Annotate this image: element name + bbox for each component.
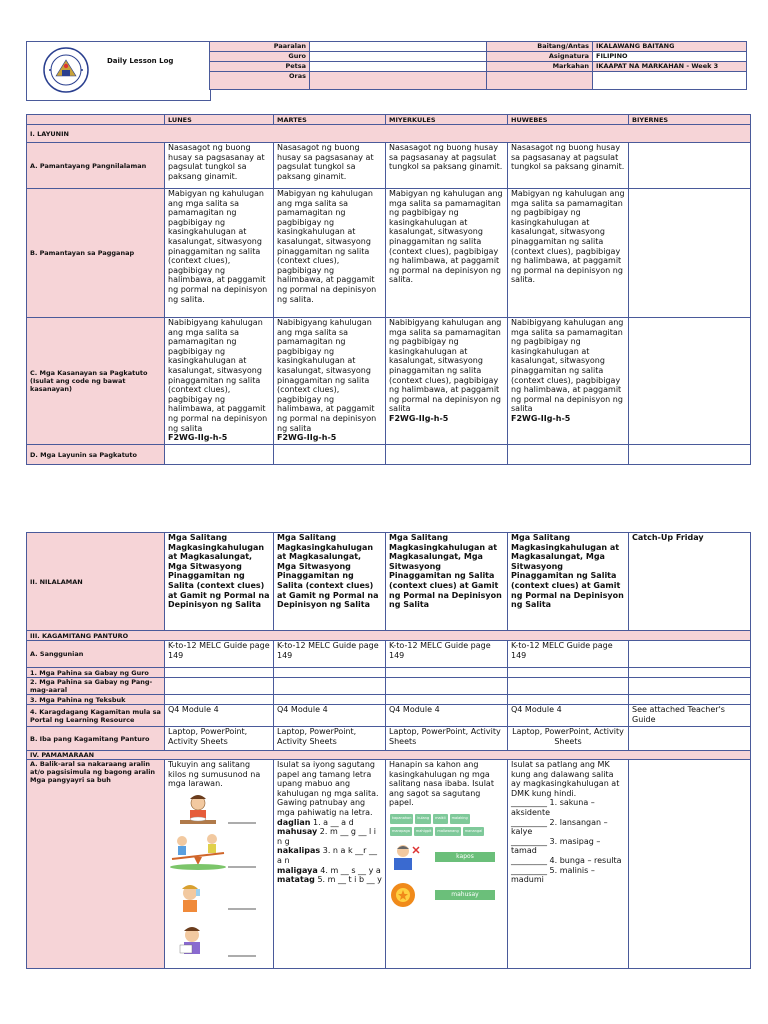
day-header-lunes: LUNES bbox=[165, 115, 274, 125]
word-box bbox=[389, 812, 504, 837]
document-title: Daily Lesson Log bbox=[107, 57, 174, 65]
cell-b-huwebes: Mabigyan ng kahulugan ang mga salita sa pamamagitan ng pagbibigay ng kasingkahulugan at kasalungat, sitwasyong pinaggamitan ng salita (context clues), pagbibigay ng halimbawa, at paggamit ng pormal na depinisyon ng salita. bbox=[508, 189, 629, 318]
lr-lunes: Q4 Module 4 bbox=[165, 705, 274, 727]
row-label-layunin-pagkatuto: D. Mga Layunin sa Pagkatuto bbox=[27, 445, 165, 465]
balik-martes-intro: Isulat sa iyong sagutang papel ang tamang letra upang mabuo ang kahulugan ng mga salita. Gawing patnubay ang mga pahiwatig na letra. bbox=[277, 760, 379, 817]
day-header-huwebes: HUWEBES bbox=[508, 115, 629, 125]
empty-cell bbox=[274, 695, 386, 705]
row-label-sanggunian: A. Sanggunian bbox=[27, 641, 165, 668]
competency-code: F2WG-IIg-h-5 bbox=[168, 433, 228, 443]
field-label-oras: Oras bbox=[210, 72, 310, 90]
field-value-paaralan[interactable] bbox=[310, 42, 487, 52]
field-value-oras[interactable] bbox=[310, 72, 487, 90]
sanggunian-miyerkules: K-to-12 MELC Guide page 149 bbox=[386, 641, 508, 668]
cell-c-text: Nabibigyang kahulugan ang mga salita sa pamamagitan ng pagbibigay ng kasingkahulugan at kasalungat, sitwasyong pinaggamitan ng salita (context clues), pagbibigay ng halimbawa, at paggamit ng pormal na depinisyon ng salita bbox=[277, 318, 377, 433]
empty-cell bbox=[165, 668, 274, 678]
iba-huwebes: Laptop, PowerPoint, Activity Sheets bbox=[508, 727, 629, 751]
row-label-iba-pang-kagamitan: B. Iba pang Kagamitang Panturo bbox=[27, 727, 165, 751]
field-label-asignatura: Asignatura bbox=[487, 52, 593, 62]
school-header-box bbox=[26, 41, 211, 101]
field-value-petsa[interactable] bbox=[310, 62, 487, 72]
empty-cell bbox=[386, 678, 508, 695]
iba-lunes: Laptop, PowerPoint, Activity Sheets bbox=[165, 727, 274, 751]
word-tag: mahigpit bbox=[414, 827, 434, 837]
empty-cell bbox=[386, 695, 508, 705]
nilalaman-huwebes: Mga Salitang Magkasingkahulugan at Magkasalungat, Mga Sitwasyong Pinaggamitan ng Salita (context clues) at Gamit ng Pormal na Depinisyon ng Salita bbox=[508, 533, 629, 631]
field-label-guro: Guro bbox=[210, 52, 310, 62]
cell-a-miyerkules: Nasasagot ng buong husay sa pagsasanay at pagsulat tungkol sa paksang ginamit. bbox=[386, 143, 508, 189]
nilalaman-lunes: Mga Salitang Magkasingkahulugan at Magkasalungat, Mga Sitwasyong Pinaggamitan ng Salita (context clues) at Gamit ng Pormal na Depinisyon ng Salita bbox=[165, 533, 274, 631]
word-tag: manangal bbox=[463, 827, 484, 837]
cell-c-text: Nabibigyang kahulugan ang mga salita sa pamamagitan ng pagbibigay ng kasingkahulugan at kasalungat, sitwasyong pinaggamitan ng salita (context clues), pagbibigay ng halimbawa, at paggamit ng pormal na depinisyon ng salita bbox=[389, 318, 502, 414]
cell-b-martes: Mabigyan ng kahulugan ang mga salita sa pamamagitan ng pagbibigay ng kasingkahulugan at kasalungat, sitwasyong pinaggamitan ng salita (context clues), pagbibigay ng halimbawa, at paggamit ng pormal na depinisyon ng salita. bbox=[274, 189, 386, 318]
sanggunian-lunes: K-to-12 MELC Guide page 149 bbox=[165, 641, 274, 668]
field-label-paaralan: Paaralan bbox=[210, 42, 310, 52]
empty-cell bbox=[629, 668, 751, 678]
balik-miyerkules bbox=[386, 760, 508, 969]
cell-a-lunes: Nasasagot ng buong husay sa pagsasanay at pagsulat tungkol sa paksang ginamit. bbox=[165, 143, 274, 189]
cell-a-huwebes: Nasasagot ng buong husay sa pagsasanay at pagsulat tungkol sa paksang ginamit. bbox=[508, 143, 629, 189]
cell-c-miyerkules bbox=[386, 318, 508, 445]
competency-code: F2WG-IIg-h-5 bbox=[277, 433, 337, 443]
empty-cell bbox=[274, 678, 386, 695]
balik-martes bbox=[274, 760, 386, 969]
cell-d-biyernes bbox=[629, 445, 751, 465]
empty-cell bbox=[629, 678, 751, 695]
header-fields-table bbox=[209, 41, 747, 90]
balik-lunes bbox=[165, 760, 274, 969]
competency-code: F2WG-IIg-h-5 bbox=[511, 413, 571, 423]
cell-a-martes: Nasasagot ng buong husay sa pagsasanay at pagsulat tungkol sa paksang ginamit. bbox=[274, 143, 386, 189]
cell-c-lunes bbox=[165, 318, 274, 445]
word-tag: kulang bbox=[415, 814, 431, 824]
person-icon bbox=[389, 843, 421, 871]
empty-cell bbox=[165, 678, 274, 695]
cell-c-text: Nabibigyang kahulugan ang mga salita sa pamamagitan ng pagbibigay ng kasingkahulugan at kasalungat, sitwasyong pinaggamitan ng salita (context clues), pagbibigay ng halimbawa, at paggamit ng pormal na depinisyon ng salita bbox=[511, 318, 624, 414]
empty-cell bbox=[386, 668, 508, 678]
section-title-kagamitan: III. KAGAMITANG PANTURO bbox=[27, 631, 751, 641]
word-tag: kapanahon bbox=[390, 814, 413, 824]
lr-biyernes: See attached Teacher's Guide bbox=[629, 705, 751, 727]
word-tag: maliwanang bbox=[435, 827, 460, 837]
iba-martes: Laptop, PowerPoint, Activity Sheets bbox=[274, 727, 386, 751]
balik-miyerkules-text: Hanapin sa kahon ang kasingkahulugan ng mga salitang nasa ibaba. Isulat ang sagot sa sagutang papel. bbox=[389, 760, 494, 808]
section-title-layunin: I. LAYUNIN bbox=[27, 125, 751, 143]
cell-b-miyerkules: Mabigyan ng kahulugan ang mga salita sa pamamagitan ng pagbibigay ng kasingkahulugan at kasalungat, sitwasyong pinaggamitan ng salita (context clues), pagbibigay ng halimbawa, at paggamit ng pormal na depinisyon ng salita. bbox=[386, 189, 508, 318]
lr-huwebes: Q4 Module 4 bbox=[508, 705, 629, 727]
cell-c-biyernes bbox=[629, 318, 751, 445]
word-tag: malaking bbox=[450, 814, 470, 824]
field-value-baitang: IKALAWANG BAITANG bbox=[593, 42, 747, 52]
corner-cell bbox=[27, 115, 165, 125]
children-seesaw-icon bbox=[170, 834, 256, 870]
word-item: nakalipas 3. n a k __r __ a n bbox=[277, 846, 377, 865]
word-row-mahusay bbox=[389, 881, 504, 909]
iba-miyerkules: Laptop, PowerPoint, Activity Sheets bbox=[386, 727, 508, 751]
field-label-baitang: Baitang/Antas bbox=[487, 42, 593, 52]
word-tag: maikli bbox=[433, 814, 448, 824]
section-title-pamamaraan: IV. PAMAMARAAN bbox=[27, 751, 751, 760]
field-value-markahan: IKAAPAT NA MARKAHAN - Week 3 bbox=[593, 62, 747, 72]
row-label-pagganap: B. Pamantayan sa Pagganap bbox=[27, 189, 165, 318]
cell-d-miyerkules bbox=[386, 445, 508, 465]
child-drinking-icon bbox=[182, 885, 256, 912]
word-item: matatag 5. m __ t i b __ y bbox=[277, 875, 382, 885]
nilalaman-martes: Mga Salitang Magkasingkahulugan at Magkasalungat, Mga Sitwasyong Pinaggamitan ng Salita (context clues) at Gamit ng Pormal na Depinisyon ng Salita bbox=[274, 533, 386, 631]
field-value-guro[interactable] bbox=[310, 52, 487, 62]
row-label-gabay-magaaral: 2. Mga Pahina sa Gabay ng Pang-mag-aaral bbox=[27, 678, 165, 695]
row-label-learning-resource: 4. Karagdagang Kagamitan mula sa Portal ng Learning Resource bbox=[27, 705, 165, 727]
sanggunian-huwebes: K-to-12 MELC Guide page 149 bbox=[508, 641, 629, 668]
nilalaman-miyerkules: Mga Salitang Magkasingkahulugan at Magkasalungat, Mga Sitwasyong Pinaggamitan ng Salita (context clues) at Gamit ng Pormal na Depinisyon ng Salita bbox=[386, 533, 508, 631]
word-item: mahusay 2. m __ g __ l i n g bbox=[277, 827, 377, 846]
field-label-markahan: Markahan bbox=[487, 62, 593, 72]
sanggunian-biyernes bbox=[629, 641, 751, 668]
empty-cell bbox=[508, 695, 629, 705]
word-kapos: kapos bbox=[435, 852, 495, 862]
child-reading-icon bbox=[180, 927, 256, 956]
word-row-kapos bbox=[389, 843, 504, 871]
iba-biyernes bbox=[629, 727, 751, 751]
day-header-martes: MARTES bbox=[274, 115, 386, 125]
word-item: daglian 1. a __ a d bbox=[277, 817, 354, 827]
nilalaman-table bbox=[26, 532, 751, 969]
deped-seal-icon bbox=[32, 46, 100, 94]
field-empty-2 bbox=[593, 72, 747, 90]
row-label-gabay-guro: 1. Mga Pahina sa Gabay ng Guro bbox=[27, 668, 165, 678]
empty-cell bbox=[508, 668, 629, 678]
medal-icon bbox=[389, 881, 421, 909]
row-label-teksbuk: 3. Mga Pahina ng Teksbuk bbox=[27, 695, 165, 705]
cell-d-martes bbox=[274, 445, 386, 465]
cell-a-biyernes bbox=[629, 143, 751, 189]
sanggunian-martes: K-to-12 MELC Guide page 149 bbox=[274, 641, 386, 668]
balik-lunes-text: Tukuyin ang salitang kilos ng sumusunod na mga larawan. bbox=[168, 760, 261, 789]
cell-b-lunes: Mabigyan ng kahulugan ang mga salita sa pamamagitan ng pagbibigay ng kasingkahulugan at kasalungat, sitwasyong pinaggamitan ng salita (context clues), pagbibigay ng halimbawa, at paggamit ng pormal na depinisyon ng salita. bbox=[165, 189, 274, 318]
nilalaman-biyernes: Catch-Up Friday bbox=[629, 533, 751, 631]
competency-code: F2WG-IIg-h-5 bbox=[389, 413, 449, 423]
balik-huwebes: Isulat sa patlang ang MK kung ang dalawang salita ay magkasingkahulugan at DMK kung hindi. _________ 1. sakuna – aksidente _________ 2. lansangan – kalye _________ 3. masipag – tamad _________ 4. bunga – resulta _________ 5. malinis – madumi bbox=[508, 760, 629, 969]
day-header-miyerkules: MIYERKULES bbox=[386, 115, 508, 125]
empty-cell bbox=[165, 695, 274, 705]
empty-cell bbox=[274, 668, 386, 678]
word-item: maligaya 4. m __ s __ y a bbox=[277, 865, 381, 875]
word-mahusay: mahusay bbox=[435, 890, 495, 900]
empty-cell bbox=[508, 678, 629, 695]
row-label-kasanayan: C. Mga Kasanayan sa Pagkatuto (Isulat ang code ng bawat kasanayan) bbox=[27, 318, 165, 445]
row-label-nilalaman: II. NILALAMAN bbox=[27, 533, 165, 631]
row-label-pangnilalaman: A. Pamantayang Pangnilalaman bbox=[27, 143, 165, 189]
action-pictures-icon bbox=[168, 789, 268, 959]
empty-cell bbox=[629, 695, 751, 705]
day-header-biyernes: BIYERNES bbox=[629, 115, 751, 125]
row-label-balik-aral: A. Balik-aral sa nakaraang aralin at/o pagsisimula ng bagong aralin Mga pangyayri sa buh bbox=[27, 760, 165, 969]
cell-d-huwebes bbox=[508, 445, 629, 465]
lr-martes: Q4 Module 4 bbox=[274, 705, 386, 727]
layunin-table bbox=[26, 114, 751, 465]
cell-c-huwebes bbox=[508, 318, 629, 445]
cell-d-lunes bbox=[165, 445, 274, 465]
child-eating-icon bbox=[180, 795, 256, 824]
lr-miyerkules: Q4 Module 4 bbox=[386, 705, 508, 727]
field-empty-1 bbox=[487, 72, 593, 90]
balik-biyernes bbox=[629, 760, 751, 969]
field-value-asignatura: FILIPINO bbox=[593, 52, 747, 62]
cell-c-text: Nabibigyang kahulugan ang mga salita sa pamamagitan ng pagbibigay ng kasingkahulugan at kasalungat, sitwasyong pinaggamitan ng salita (context clues), pagbibigay ng halimbawa, at paggamit ng pormal na depinisyon ng salita bbox=[168, 318, 268, 433]
field-label-petsa: Petsa bbox=[210, 62, 310, 72]
cell-b-biyernes bbox=[629, 189, 751, 318]
cell-c-martes bbox=[274, 318, 386, 445]
word-tag: marapaga bbox=[390, 827, 412, 837]
